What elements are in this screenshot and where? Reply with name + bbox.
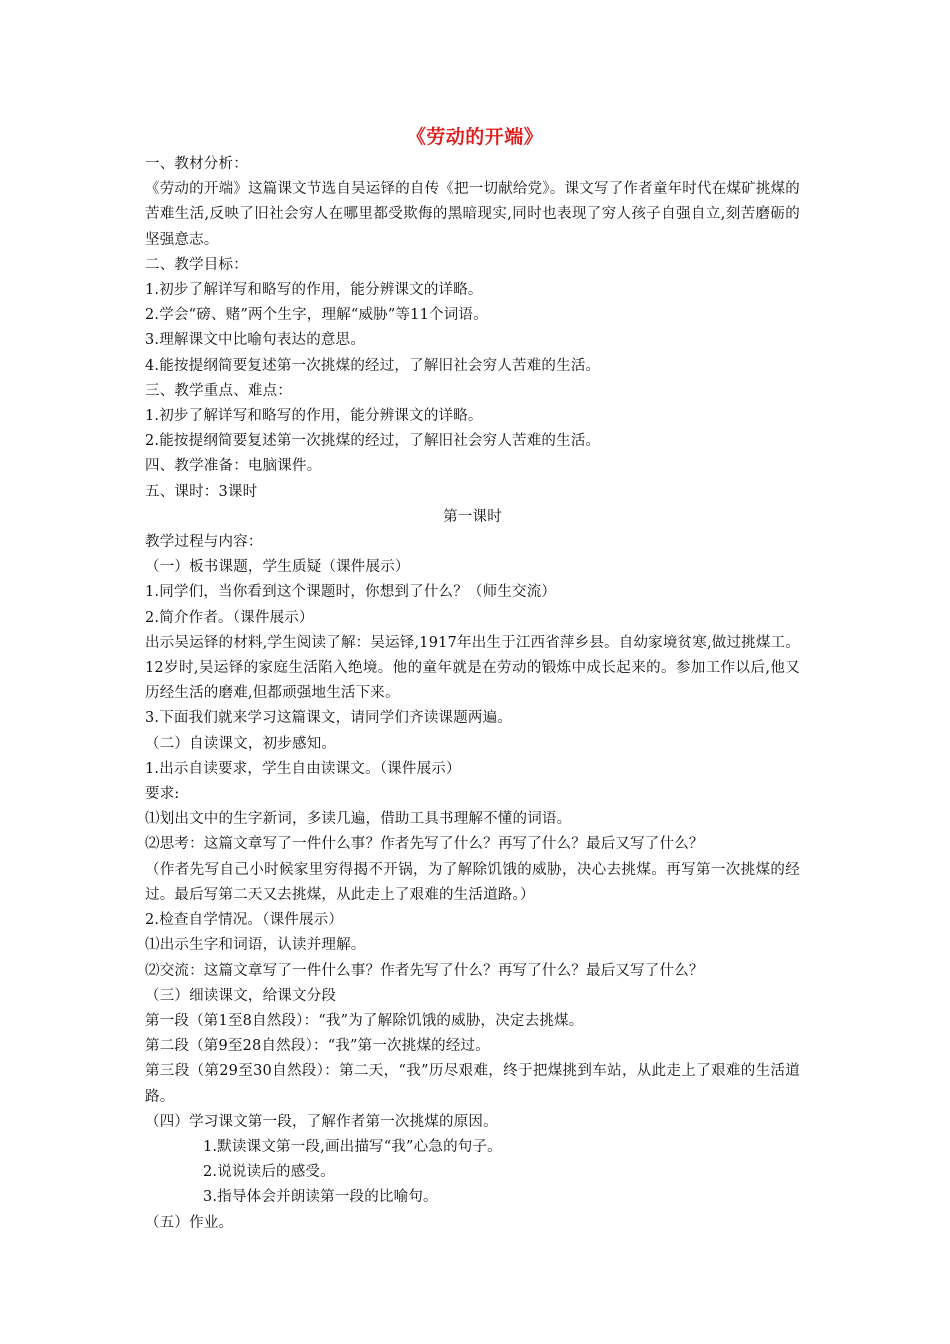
section-class-hours: 五、课时：3课时 (145, 483, 258, 500)
segment-item: 第三段（第29至30自然段）：第二天，“我”历尽艰难，终于把煤挑到车站，从此走上了艰难的生活道路。 (145, 1063, 800, 1105)
focus-item: 2.能按提纲简要复述第一次挑煤的经过，了解旧社会穷人苦难的生活。 (145, 433, 601, 450)
step-item: 2.说说读后的感受。 (203, 1164, 335, 1181)
step-heading: （五）作业。 (145, 1214, 234, 1231)
section-heading-goals: 二、教学目标： (145, 256, 248, 273)
section-heading-analysis: 一、教材分析： (145, 156, 248, 172)
step-item: 3.指导体会并朗读第一段的比喻句。 (203, 1189, 438, 1206)
lesson-title: 第一课时 (443, 508, 502, 525)
segment-item: 第一段（第1至8自然段）：“我”为了解除饥饿的威胁，决定去挑煤。 (145, 1012, 584, 1029)
goal-item: 3.理解课文中比喻句表达的意思。 (145, 332, 366, 349)
analysis-paragraph: 《劳动的开端》这篇课文节选自吴运铎的自传《把一切献给党》。课文写了作者童年时代在煤矿挑煤的苦难生活,反映了旧社会穷人在哪里都受欺侮的黑暗现实,同时也表现了穷人孩子自强自立,刻苦磨砺的坚强意志。 (145, 181, 800, 248)
check-item: ⑵交流：这篇文章写了一件什么事？作者先写了什么？再写了什么？最后又写了什么？ (145, 962, 704, 979)
step-item: 1.出示自读要求，学生自由读课文。（课件展示） (145, 760, 461, 777)
step-item: 2.简介作者。（课件展示） (145, 609, 314, 626)
focus-item: 1.初步了解详写和略写的作用，能分辨课文的详略。 (145, 408, 483, 425)
step-item: 3.下面我们就来学习这篇课文，请同学们齐读课题两遍。 (145, 710, 513, 727)
goal-item: 1.初步了解详写和略写的作用，能分辨课文的详略。 (145, 282, 483, 299)
step-item: 1.默读课文第一段,画出描写“我”心急的句子。 (203, 1138, 502, 1155)
requirement-label: 要求: (145, 786, 180, 803)
step-item: 1.同学们，当你看到这个课题时，你想到了什么？（师生交流） (145, 584, 557, 601)
step-heading: （一）板书课题，学生质疑（课件展示） (145, 559, 410, 576)
check-item: ⑴出示生字和词语，认读并理解。 (145, 937, 366, 954)
author-paragraph: 出示吴运铎的材料,学生阅读了解：吴运铎,1917年出生于江西省萍乡县。自幼家境贫寒,做过挑煤工。12岁时,吴运铎的家庭生活陷入绝境。他的童年就是在劳动的锻炼中成长起来的。参加工作以后,他又历经生活的磨难,但都顽强地生活下来。 (145, 634, 800, 702)
step-heading: （三）细读课文，给课文分段 (145, 987, 337, 1004)
document-page (145, 122, 805, 1236)
requirement-item: ⑵思考：这篇文章写了一件什么事？作者先写了什么？再写了什么？最后又写了什么？ (145, 836, 704, 853)
goal-item: 2.学会“磅、赌”两个生字，理解“威胁”等11个词语。 (145, 307, 488, 324)
section-heading-focus: 三、教学重点、难点： (145, 382, 292, 399)
goal-item: 4.能按提纲简要复述第一次挑煤的经过，了解旧社会穷人苦难的生活。 (145, 357, 601, 374)
document-title: 《劳动的开端》 (406, 126, 544, 148)
requirement-item: ⑴划出文中的生字新词，多读几遍，借助工具书理解不懂的词语。 (145, 811, 572, 828)
process-heading: 教学过程与内容： (145, 534, 263, 551)
step-heading: （四）学习课文第一段，了解作者第一次挑煤的原因。 (145, 1113, 498, 1130)
section-preparation: 四、教学准备：电脑课件。 (145, 458, 322, 475)
segment-item: 第二段（第9至28自然段）：“我”第一次挑煤的经过。 (145, 1038, 490, 1055)
answer-paragraph: （作者先写自己小时候家里穷得揭不开锅，为了解除饥饿的威胁，决心去挑煤。再写第一次挑煤的经过。最后写第二天又去挑煤，从此走上了艰难的生活道路。） (145, 861, 800, 903)
step-item: 2.检查自学情况。（课件展示） (145, 912, 344, 929)
step-heading: （二）自读课文，初步感知。 (145, 735, 337, 752)
